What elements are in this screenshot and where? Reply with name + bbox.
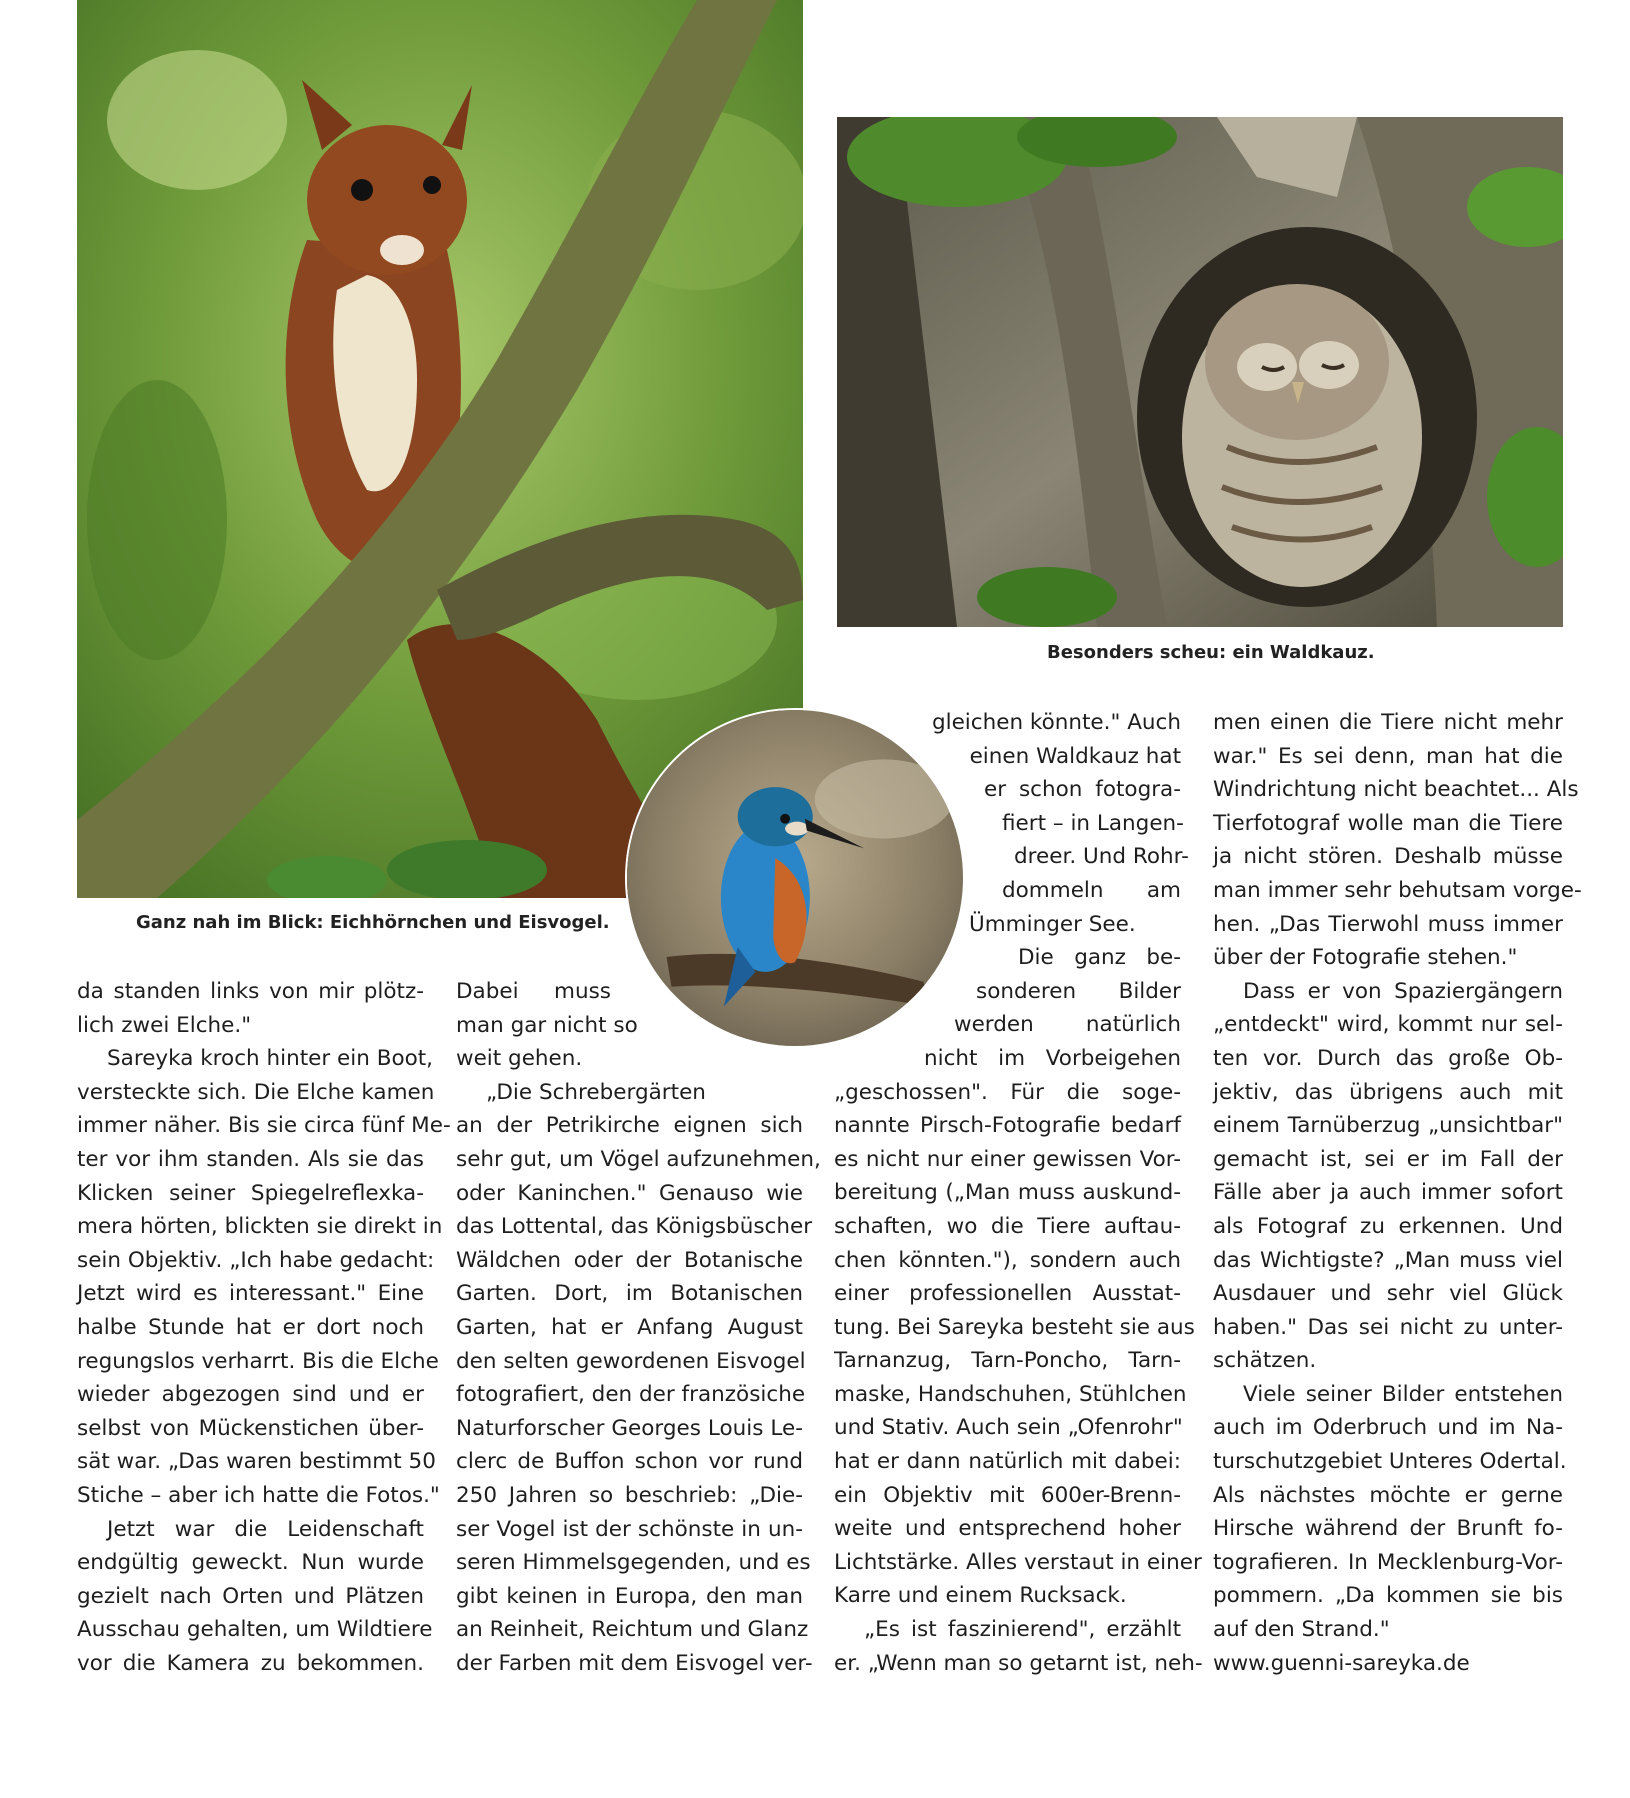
text-line: endgültig geweckt. Nun wurde [77,1550,424,1576]
text-line: gemacht ist, sei er im Fall der [1213,1146,1563,1172]
text-line: er. „Wenn man so getarnt ist, neh- [834,1650,1203,1676]
text-line: seren Himmelsgegenden, und es [456,1550,811,1576]
text-line: bereitung („Man muss auskund- [834,1180,1181,1206]
text-line: oder Kaninchen." Genauso wie [456,1180,803,1206]
text-line: auf den Strand." [1213,1617,1390,1643]
text-line: werden natürlich [954,1012,1181,1038]
text-line: Sareyka kroch hinter ein Boot, [107,1046,434,1072]
text-line: regungslos verharrt. Bis die Elche [77,1348,439,1374]
text-line: dommeln am [1002,877,1181,903]
text-line: es nicht nur einer gewissen Vor- [834,1146,1181,1172]
text-line: Ausdauer und sehr viel Glück [1213,1281,1563,1307]
text-column-3 [834,706,1203,1680]
text-line: wieder abgezogen sind und er [77,1382,424,1408]
text-line: selbst von Mückenstichen über- [77,1415,424,1441]
text-line: schätzen. [1213,1348,1317,1374]
text-line: Jetzt war die Leidenschaft [107,1516,424,1542]
text-line: Lichtstärke. Alles verstaut in einer [834,1549,1202,1575]
text-line: einem Tarnüberzug „unsichtbar" [1213,1113,1563,1139]
text-line: Garten, hat er Anfang August [456,1314,803,1340]
text-line: ter vor ihm standen. Als sie das [77,1146,424,1172]
text-line: ein Objektiv mit 600er-Brenn- [834,1482,1181,1508]
text-line: Naturforscher Georges Louis Le- [456,1415,803,1441]
text-line: „entdeckt" wird, kommt nur sel- [1213,1012,1563,1038]
text-line: jektiv, das übrigens auch mit [1213,1079,1563,1105]
text-line: den selten gewordenen Eisvogel [456,1348,806,1374]
text-line: und Stativ. Auch sein „Ofenrohr" [834,1415,1183,1441]
text-line: dreer. Und Rohr- [1014,844,1189,870]
text-line: gibt keinen in Europa, den man [456,1583,803,1609]
text-line: halbe Stunde hat er dort noch [77,1314,424,1340]
text-line: Die ganz be- [1018,945,1181,971]
text-line: weite und entsprechend hoher [834,1516,1181,1542]
text-line: Garten. Dort, im Botanischen [456,1281,803,1307]
text-line: Wäldchen oder der Botanische [456,1247,803,1273]
text-line: Fälle aber ja auch immer sofort [1213,1180,1563,1206]
text-line: er schon fotogra- [984,777,1181,803]
text-column-4 [1213,706,1582,1680]
text-line: weit gehen. [456,1046,583,1072]
text-line: Viele seiner Bilder entstehen [1243,1381,1563,1407]
text-line: schaften, wo die Tiere auftau- [834,1213,1181,1239]
text-line: Dass er von Spaziergängern [1243,978,1563,1004]
text-line: lich zwei Elche." [77,1012,252,1038]
text-line: hen. „Das Tierwohl muss immer [1213,911,1563,937]
text-line: maske, Handschuhen, Stühlchen [834,1381,1187,1407]
text-column-2 [456,975,821,1680]
text-line: „Es ist faszinierend", erzählt [864,1617,1181,1643]
text-line: ser Vogel ist der schönste in un- [456,1516,803,1542]
text-line: immer näher. Bis sie circa fünf Me- [77,1113,451,1139]
text-line: Karre und einem Rucksack. [834,1583,1127,1609]
text-line: gleichen könnte." Auch [931,710,1181,735]
text-line: sät war. „Das waren bestimmt 50 [77,1449,436,1475]
text-line: an der Petrikirche eignen sich [456,1113,803,1139]
text-line: Klicken seiner Spiegelreflexka- [77,1180,424,1206]
text-line: clerc de Buffon schon vor rund [456,1449,803,1475]
text-line: als Fotograf zu erkennen. Und [1213,1213,1563,1239]
text-line: man gar nicht so [456,1012,638,1038]
text-line: einen Waldkauz hat [969,743,1181,769]
owl-photo [837,117,1563,627]
text-column-1 [77,975,451,1680]
text-line: vor die Kamera zu bekommen. [77,1650,424,1676]
text-line: mera hörten, blickten sie direkt in [77,1214,443,1240]
text-line: fiert – in Langen- [1002,810,1184,836]
text-line: Ümminger See. [969,911,1136,937]
text-line: turschutzgebiet Unteres Odertal. [1213,1449,1567,1475]
text-line: haben." Das sei nicht zu unter- [1213,1314,1563,1340]
text-line: ten vor. Durch das große Ob- [1213,1045,1563,1071]
text-line: einer professionellen Ausstat- [834,1281,1181,1307]
text-line: tografieren. In Mecklenburg-Vor- [1213,1549,1563,1575]
text-line: das Wichtigste? „Man muss viel [1213,1247,1563,1273]
text-line: nannte Pirsch-Fotografie bedarf [834,1113,1181,1139]
text-line: man immer sehr behutsam vorge- [1213,877,1582,903]
text-line: Dabei muss [456,979,611,1004]
text-line: über der Fotografie stehen." [1213,945,1518,971]
text-line: men einen die Tiere nicht mehr [1213,710,1563,735]
text-line: an Reinheit, Reichtum und Glanz [456,1617,809,1643]
owl-caption: Besonders scheu: ein Waldkauz. [1047,642,1375,663]
text-line: tung. Bei Sareyka besteht sie aus [834,1314,1195,1340]
text-line: sehr gut, um Vögel aufzunehmen, [456,1146,821,1172]
text-line: Hirsche während der Brunft fo- [1213,1516,1563,1542]
text-line: Jetzt wird es interessant." Eine [77,1281,424,1307]
text-line: das Lottental, das Königsbüscher [456,1214,813,1240]
text-line: Stiche – aber ich hatte die Fotos." [77,1482,440,1508]
text-line: da standen links von mir plötz- [77,979,424,1004]
text-line: ja nicht stören. Deshalb müsse [1213,844,1563,870]
text-line: auch im Oderbruch und im Na- [1213,1415,1563,1441]
text-line: pommern. „Da kommen sie bis [1213,1583,1563,1609]
text-line: „geschossen". Für die soge- [834,1079,1181,1105]
text-line: Tierfotograf wolle man die Tiere [1213,810,1563,836]
squirrel-caption: Ganz nah im Blick: Eichhörnchen und Eisvogel. [136,912,610,933]
text-line: der Farben mit dem Eisvogel ver- [456,1650,813,1676]
text-line: chen könnten."), sondern auch [834,1247,1181,1273]
text-line: sonderen Bilder [976,978,1181,1004]
text-line: Ausschau gehalten, um Wildtiere [77,1617,433,1643]
text-line: nicht im Vorbeigehen [924,1045,1181,1071]
text-line: Tarnanzug, Tarn-Poncho, Tarn- [834,1348,1181,1374]
website-link[interactable]: www.guenni-sareyka.de [1213,1650,1470,1676]
text-line: Windrichtung nicht beachtet... Als [1213,777,1579,803]
text-line: 250 Jahren so beschrieb: „Die- [456,1482,803,1508]
text-line: versteckte sich. Die Elche kamen [77,1079,435,1105]
text-line: fotografiert, den der französiche [456,1382,806,1408]
text-line: sein Objektiv. „Ich habe gedacht: [77,1247,435,1273]
text-line: war." Es sei denn, man hat die [1213,743,1563,769]
text-line: gezielt nach Orten und Plätzen [77,1583,424,1609]
text-line: Als nächstes möchte er gerne [1213,1482,1563,1508]
text-line: „Die Schrebergärten [486,1079,706,1105]
text-line: hat er dann natürlich mit dabei: [834,1449,1181,1475]
